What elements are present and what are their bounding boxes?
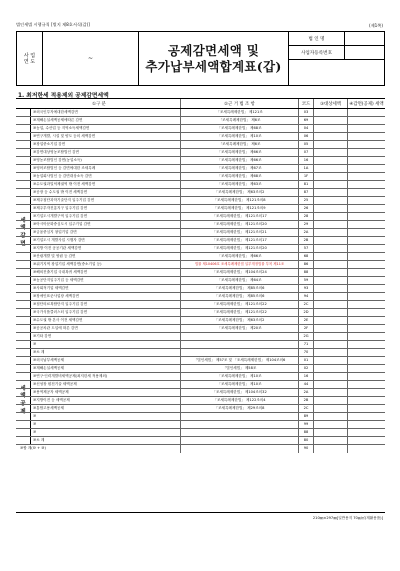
row-base-tax-field[interactable]: [314, 381, 348, 388]
row-item-label: ⑩용역제공자 세액공제: [31, 389, 181, 396]
row-law-reference: 「조세특례제한법」 제63조의2: [181, 317, 299, 324]
table-row: [16, 317, 385, 325]
row-code: 2C: [299, 301, 314, 308]
row-base-tax-field[interactable]: [314, 253, 348, 260]
row-base-tax-field[interactable]: [314, 333, 348, 340]
row-code: 2D: [299, 309, 314, 316]
row-base-tax-field[interactable]: [314, 301, 348, 308]
row-code: 2B: [299, 237, 314, 244]
row-item-label: ⑩농업회사법인 등 감면대상소득 감면: [31, 173, 181, 180]
row-reduced-amount-field[interactable]: [348, 221, 385, 228]
row-code: 80: [299, 437, 314, 444]
row-reduced-amount-field[interactable]: [348, 285, 385, 292]
row-base-tax-field[interactable]: [314, 197, 348, 204]
row-item-label: ⑩기타 감면: [31, 333, 181, 340]
row-item-label: ⑩농공단지입주기업 등 세액감면: [31, 277, 181, 284]
row-reduced-amount-field[interactable]: [348, 381, 385, 388]
row-item-label: ⑩아시아문화중심도시 입주기업 감면: [31, 221, 181, 228]
row-reduced-amount-field[interactable]: [348, 405, 385, 412]
row-law-reference: 「조세특례제한법」 제121조: [181, 109, 299, 116]
row-item-label: ⑩산림개발 및 영림 등 감면: [31, 253, 181, 260]
row-code: 07: [299, 149, 314, 156]
row-code: 81: [299, 181, 314, 188]
row-code: 02: [299, 365, 314, 372]
row-reduced-amount-field[interactable]: [348, 181, 385, 188]
row-law-reference: 「법인세법」 제58조: [181, 365, 299, 372]
table-row: [16, 221, 385, 229]
row-law-reference: 「조세특례제한법」 제66조: [181, 157, 299, 164]
row-law-reference: 「조세특례제한법」 제121조의17: [181, 213, 299, 220]
row-reduced-amount-field[interactable]: [348, 261, 385, 268]
row-reduced-amount-field[interactable]: [348, 157, 385, 164]
row-law-reference: 「조세특례제한법」 제67조: [181, 165, 299, 172]
row-item-label: ⑩장애인표준사업장 세액감면: [31, 293, 181, 300]
row-base-tax-field[interactable]: [314, 221, 348, 228]
table-row: [16, 141, 385, 149]
row-code: 88: [299, 429, 314, 436]
row-law-reference: 「조세특례제한법」 제10조: [181, 373, 299, 380]
row-base-tax-field[interactable]: [314, 189, 348, 196]
row-law-reference: 「조세특례제한법」 제66조: [181, 253, 299, 260]
column-header-law: ②근 거 법 조 항: [181, 99, 299, 108]
row-base-tax-field[interactable]: [314, 429, 348, 436]
corporation-info: [289, 32, 384, 85]
row-item-label: ⑩수도권 밖 본사 이전 세액감면: [31, 317, 181, 324]
form-header: [16, 31, 385, 86]
row-law-reference: 「조세특례제한법」 제121조의20: [181, 221, 299, 228]
row-reduced-amount-field[interactable]: [348, 229, 385, 236]
row-law-reference: 「조세특례제한법」 제10조: [181, 381, 299, 388]
row-law-reference: 「조세특례제한법」 제29조의8: [181, 405, 299, 412]
row-item-label: ⑩외국납부세액공제: [31, 357, 181, 364]
row-item-label: ⑩공장 등 수도권 밖 이전 세액감면: [31, 189, 181, 196]
row-reduced-amount-field[interactable]: [348, 165, 385, 172]
row-base-tax-field[interactable]: [314, 165, 348, 172]
row-item-label: ⑩: [31, 341, 181, 348]
table-row: [16, 301, 385, 309]
corp-name-field[interactable]: [345, 32, 384, 45]
row-base-tax-field[interactable]: [314, 173, 348, 180]
row-base-tax-field[interactable]: [314, 373, 348, 380]
row-law-reference: 「조세특례제한법」 제10조: [181, 133, 299, 140]
row-item-label: ⑩해외진출기업 국내복귀 세액감면: [31, 269, 181, 276]
row-item-label: ⑩소 계: [31, 437, 181, 444]
row-code: 2E: [299, 317, 314, 324]
row-code: 01: [299, 357, 314, 364]
table-row: [16, 277, 385, 285]
row-base-tax-field[interactable]: [314, 261, 348, 268]
row-reduced-amount-field[interactable]: [348, 293, 385, 300]
table-row: [16, 381, 385, 389]
table-row: [16, 125, 385, 133]
table-row: [16, 157, 385, 165]
biz-reg-number-field[interactable]: [345, 46, 384, 59]
row-law-reference: 「조세특례제한법」 제66조: [181, 149, 299, 156]
row-code: 2C: [299, 405, 314, 412]
table-row: [16, 133, 385, 141]
column-header-item: ①구 분: [16, 99, 181, 108]
row-reduced-amount-field[interactable]: [348, 373, 385, 380]
row-base-tax-field[interactable]: [314, 325, 348, 332]
reduction-group-label: 세 액 감 면: [16, 109, 31, 357]
row-item-label: ⑩제주첨단과학기술단지 입주기업 감면: [31, 197, 181, 204]
row-base-tax-field[interactable]: [314, 397, 348, 404]
row-base-tax-field[interactable]: [314, 141, 348, 148]
row-law-reference: 「조세특례제한법」 제121조의9: [181, 205, 299, 212]
row-law-reference: [181, 421, 299, 428]
row-reduced-amount-field[interactable]: [348, 245, 385, 252]
row-law-reference: 「조세특례제한법」 제121조의21: [181, 229, 299, 236]
row-law-reference: 「조세특례제한법」 제20조: [181, 325, 299, 332]
row-base-tax-field[interactable]: [314, 421, 348, 428]
credit-reduction-table: [16, 98, 385, 513]
table-row: [16, 181, 385, 189]
row-item-label: ⑩기업도시 개발사업 시행자 감면: [31, 237, 181, 244]
row-item-label: ⑩: [31, 429, 181, 436]
row-item-label: ⑩외국인투자에대한세액감면: [31, 109, 181, 116]
row-code: 71: [299, 341, 314, 348]
row-reduced-amount-field[interactable]: [348, 357, 385, 364]
table-row: [16, 333, 385, 341]
row-code: 68: [299, 253, 314, 260]
row-law-reference: 「조세특례제한법」 제68조: [181, 125, 299, 132]
row-base-tax-field[interactable]: [314, 285, 348, 292]
credit-group-label: 세 액 공 제: [16, 357, 31, 445]
row-code: 2F: [299, 325, 314, 332]
row-law-reference: 「조세특례제한법」 제122조의4: [181, 397, 299, 404]
row-law-reference: 「조세특례제한법」 제64조: [181, 277, 299, 284]
row-item-label: ⑩소 계: [31, 349, 181, 356]
row-base-tax-field[interactable]: [314, 405, 348, 412]
row-base-tax-field[interactable]: [314, 437, 348, 444]
row-code: 57: [299, 245, 314, 252]
row-code: 25: [299, 197, 314, 204]
row-reduced-amount-field[interactable]: [348, 205, 385, 212]
table-row: [16, 357, 385, 365]
row-base-tax-field[interactable]: [314, 205, 348, 212]
row-item-label: ⑩공공차관 도입에 따른 감면: [31, 325, 181, 332]
row-law-reference: 「조세특례제한법」 제68조: [181, 173, 299, 180]
table-row: [16, 437, 385, 445]
table-row: [16, 261, 385, 269]
table-row: [16, 205, 385, 213]
row-reduced-amount-field[interactable]: [348, 301, 385, 308]
period-separator: ~: [87, 55, 94, 62]
row-code: 03: [299, 109, 314, 116]
row-code: 86: [299, 261, 314, 268]
row-base-tax-field[interactable]: [314, 277, 348, 284]
total-row: [16, 445, 385, 453]
row-reduced-amount-field[interactable]: [348, 277, 385, 284]
row-code: 99: [299, 421, 314, 428]
row-code: 05: [299, 141, 314, 148]
table-row: [16, 173, 385, 181]
table-row: [16, 165, 385, 173]
column-header-code: 코드: [299, 99, 314, 108]
row-law-reference: 「조세특례제한법」 제63조의2: [181, 189, 299, 196]
row-reduced-amount-field[interactable]: [348, 237, 385, 244]
row-code: 29: [299, 221, 314, 228]
table-row: [16, 429, 385, 437]
row-item-label: ⑩제주투자진흥지구 입주기업 감면: [31, 205, 181, 212]
row-base-tax-field[interactable]: [314, 125, 348, 132]
row-item-label: ⑩신성장 원천기술 세액공제: [31, 381, 181, 388]
row-law-reference: 「조세특례제한법」 제63조: [181, 181, 299, 188]
table-row: [16, 341, 385, 349]
row-law-reference: 「법인세법」 제57조 및 「조세특례제한법」 제104조의6: [181, 357, 299, 364]
total-law: [181, 445, 299, 453]
row-base-tax-field[interactable]: [314, 309, 348, 316]
table-row: [16, 213, 385, 221]
row-item-label: ⑩재해손실세액공제에따른 감면: [31, 117, 181, 124]
row-law-reference: 「조세특례제한법」 제121조의22: [181, 309, 299, 316]
row-code: 28: [299, 213, 314, 220]
form-title-line2: 추가납부세액합계표(갑): [145, 58, 282, 74]
row-base-tax-field[interactable]: [314, 157, 348, 164]
row-reduced-amount-field[interactable]: [348, 125, 385, 132]
table-row: [16, 229, 385, 237]
row-law-reference: 「조세특례제한법」 제85조의6: [181, 285, 299, 292]
total-amount-field[interactable]: [348, 445, 385, 453]
column-header-reduced-amount: ④감면(공제) 세액: [349, 101, 384, 107]
row-item-label: ⑩: [31, 413, 181, 420]
row-law-reference: [181, 437, 299, 444]
business-year-label: 사 업 연 도: [17, 32, 43, 85]
form-title: [139, 32, 289, 85]
row-reduced-amount-field[interactable]: [348, 141, 385, 148]
row-code: 16: [299, 157, 314, 164]
row-base-tax-field[interactable]: [314, 229, 348, 236]
row-base-tax-field[interactable]: [314, 133, 348, 140]
row-law-reference: 법률 제10406호 조세특례제한법 일부개정법률 부칙 제11조: [181, 261, 299, 268]
row-law-reference: [181, 333, 299, 340]
row-item-label: ⑩연구·인력개발비세액공제(최저한세 적용제외): [31, 373, 181, 380]
row-code: 88: [299, 269, 314, 276]
row-law-reference: [181, 341, 299, 348]
row-law-reference: 「조세특례제한법」 제85조의6: [181, 293, 299, 300]
table-row: [16, 413, 385, 421]
row-reduced-amount-field[interactable]: [348, 133, 385, 140]
row-item-label: ⑩농업, 수산업 등 지역소득세액감면: [31, 125, 181, 132]
row-code: 89: [299, 413, 314, 420]
table-row: [16, 309, 385, 317]
row-code: 94: [299, 293, 314, 300]
row-code: 04: [299, 125, 314, 132]
total-label: ⑩합 계(⑩ + ⑩): [16, 445, 181, 453]
table-row: [16, 253, 385, 261]
row-base-tax-field[interactable]: [314, 341, 348, 348]
table-row: [16, 237, 385, 245]
row-item-label: ⑩지방이전 등 세액공제: [31, 397, 181, 404]
row-law-reference: 「조세특례제한법」 제6조: [181, 141, 299, 148]
row-law-reference: 「조세특례제한법」 제104조의32: [181, 389, 299, 396]
table-row: [16, 117, 385, 125]
table-header-row: [16, 99, 385, 109]
row-code: 69: [299, 117, 314, 124]
row-item-label: ⑩재해손실세액공제: [31, 365, 181, 372]
row-base-tax-field[interactable]: [314, 109, 348, 116]
table-row: [16, 109, 385, 117]
table-row: [16, 421, 385, 429]
row-law-reference: [181, 349, 299, 356]
row-code: 87: [299, 189, 314, 196]
row-base-tax-field[interactable]: [314, 365, 348, 372]
row-law-reference: 「조세특례제한법」 제121조의20: [181, 245, 299, 252]
row-base-tax-field[interactable]: [314, 317, 348, 324]
row-reduced-amount-field[interactable]: [348, 269, 385, 276]
row-code: 2G: [299, 333, 314, 340]
section-title: 1. 최저한세 적용제외 공제감면세액: [18, 93, 109, 99]
row-law-reference: 「조세특례제한법」 제104조의24: [181, 269, 299, 276]
table-row: [16, 405, 385, 413]
row-reduced-amount-field[interactable]: [348, 413, 385, 420]
form-reference-note: 법인세법 시행규칙 [별지 제8호서식(갑)]: [16, 22, 90, 27]
row-item-label: ⑩기업도시개발구역 입주기업 감면: [31, 213, 181, 220]
table-row: [16, 325, 385, 333]
row-law-reference: 「조세특례제한법」 제121조의17: [181, 237, 299, 244]
row-base-tax-field[interactable]: [314, 117, 348, 124]
table-row: [16, 149, 385, 157]
row-item-label: ⑩첨단의료복합단지 입주기업 감면: [31, 301, 181, 308]
table-row: [16, 189, 385, 197]
row-base-tax-field[interactable]: [314, 349, 348, 356]
row-code: 93: [299, 285, 314, 292]
row-item-label: ⑩지방 이전 공공기관 세액감면: [31, 245, 181, 252]
row-item-label: ⑩영어조합법인 등 감면에대한 조세특례: [31, 165, 181, 172]
business-year-period[interactable]: [43, 32, 139, 85]
row-code: 1A: [299, 165, 314, 172]
row-base-tax-field[interactable]: [314, 269, 348, 276]
total-code: 90: [299, 445, 314, 453]
row-code: 70: [299, 349, 314, 356]
table-row: [16, 285, 385, 293]
row-law-reference: 「조세특례제한법」 제6조: [181, 117, 299, 124]
row-reduced-amount-field[interactable]: [348, 213, 385, 220]
row-item-label: ⑩창업중소기업 감면: [31, 141, 181, 148]
table-row: [16, 197, 385, 205]
row-reduced-amount-field[interactable]: [348, 317, 385, 324]
row-item-label: ⑩국가식품클러스터 입주기업 감면: [31, 309, 181, 316]
row-law-reference: [181, 413, 299, 420]
row-law-reference: 「조세특례제한법」 제121조의8: [181, 197, 299, 204]
row-item-label: ⑩감면대상영농조합법인 감면: [31, 149, 181, 156]
table-row: [16, 269, 385, 277]
row-code: 2B: [299, 397, 314, 404]
table-row: [16, 365, 385, 373]
row-base-tax-field[interactable]: [314, 293, 348, 300]
row-item-label: ⑩: [31, 421, 181, 428]
row-base-tax-field[interactable]: [314, 181, 348, 188]
row-reduced-amount-field[interactable]: [348, 109, 385, 116]
row-reduced-amount-field[interactable]: [348, 421, 385, 428]
total-base-field[interactable]: [314, 445, 348, 453]
row-item-label: ⑩수도권과밀억제권역 밖 이전 세액감면: [31, 181, 181, 188]
table-row: [16, 373, 385, 381]
row-base-tax-field[interactable]: [314, 149, 348, 156]
corp-name-label: 법 인 명: [289, 32, 345, 45]
row-reduced-amount-field[interactable]: [348, 341, 385, 348]
row-item-label: ⑩금융중심지 창업기업 감면: [31, 229, 181, 236]
row-reduced-amount-field[interactable]: [348, 397, 385, 404]
row-reduced-amount-field[interactable]: [348, 309, 385, 316]
column-header-base-tax: ③대상세액: [314, 99, 348, 108]
row-code: 2A: [299, 229, 314, 236]
table-row: [16, 389, 385, 397]
row-reduced-amount-field[interactable]: [348, 365, 385, 372]
page-number: (제1쪽): [368, 23, 383, 28]
row-base-tax-field[interactable]: [314, 237, 348, 244]
row-code: 2A: [299, 389, 314, 396]
paper-spec-note: 210㎜×297㎜[일반용지 70g/㎡(재활용품)]: [312, 516, 383, 520]
row-reduced-amount-field[interactable]: [348, 389, 385, 396]
biz-reg-number-label: 사업자등록번호: [289, 46, 345, 59]
row-item-label: ⑩연구개발, 시설 및 양도 등의 세액감면: [31, 133, 181, 140]
table-row: [16, 397, 385, 405]
row-item-label: ⑩통합고용세액공제: [31, 405, 181, 412]
row-code: 16: [299, 373, 314, 380]
row-reduced-amount-field[interactable]: [348, 173, 385, 180]
row-reduced-amount-field[interactable]: [348, 189, 385, 196]
row-reduced-amount-field[interactable]: [348, 349, 385, 356]
row-item-label: ⑩영농조합법인 감면(농업소득): [31, 157, 181, 164]
row-reduced-amount-field[interactable]: [348, 437, 385, 444]
row-law-reference: 「조세특례제한법」 제121조의22: [181, 301, 299, 308]
row-base-tax-field[interactable]: [314, 357, 348, 364]
row-base-tax-field[interactable]: [314, 213, 348, 220]
row-code: 26: [299, 205, 314, 212]
table-row: [16, 293, 385, 301]
row-base-tax-field[interactable]: [314, 245, 348, 252]
row-item-label: ⑩위기지역 창업기업 세액감면(중소기업 등): [31, 261, 181, 268]
table-row: [16, 349, 385, 357]
row-law-reference: [181, 429, 299, 436]
row-reduced-amount-field[interactable]: [348, 333, 385, 340]
row-item-label: ⑩사회적기업 세액감면: [31, 285, 181, 292]
row-base-tax-field[interactable]: [314, 413, 348, 420]
row-reduced-amount-field[interactable]: [348, 325, 385, 332]
row-code: 44: [299, 381, 314, 388]
row-code: 06: [299, 133, 314, 140]
table-row: [16, 245, 385, 253]
row-reduced-amount-field[interactable]: [348, 429, 385, 436]
row-code: 1F: [299, 173, 314, 180]
row-reduced-amount-field[interactable]: [348, 197, 385, 204]
row-base-tax-field[interactable]: [314, 389, 348, 396]
row-reduced-amount-field[interactable]: [348, 149, 385, 156]
form-title-line1: 공제감면세액 및: [167, 42, 260, 58]
row-reduced-amount-field[interactable]: [348, 253, 385, 260]
row-code: 59: [299, 277, 314, 284]
row-reduced-amount-field[interactable]: [348, 117, 385, 124]
